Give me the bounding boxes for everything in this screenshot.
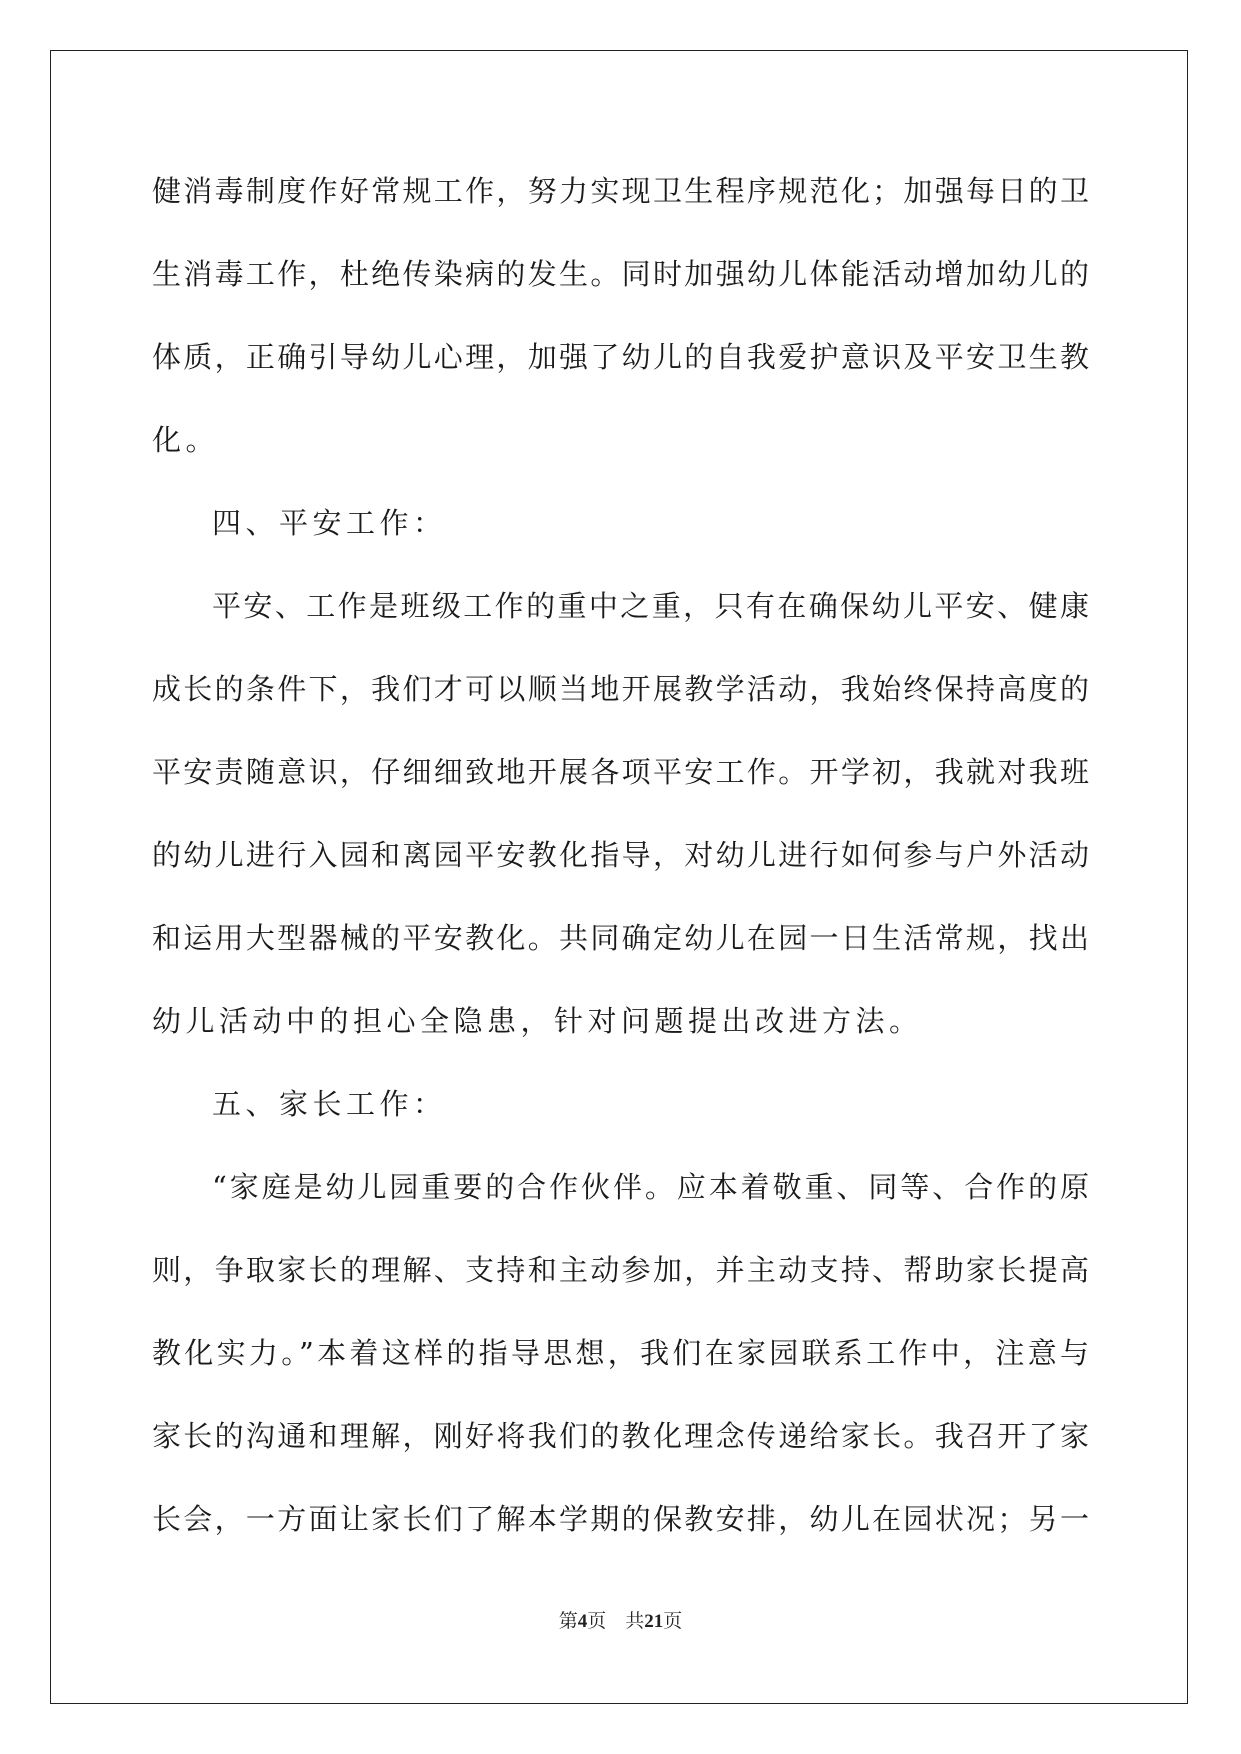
body-line: 长会，一方面让家长们了解本学期的保教安排，幼儿在园状况；另一: [152, 1502, 1089, 1536]
body-line: 教化实力。”本着这样的指导思想，我们在家园联系工作中，注意与: [152, 1336, 1089, 1370]
page-number: 4: [577, 1611, 588, 1632]
section-heading: 四、平安工作：: [212, 506, 447, 540]
body-line: 化。: [152, 423, 220, 457]
total-suffix: 页: [663, 1611, 683, 1632]
body-line: 则，争取家长的理解、支持和主动参加，并主动支持、帮助家长提高: [152, 1253, 1089, 1287]
body-line: 生消毒工作，杜绝传染病的发生。同时加强幼儿体能活动增加幼儿的: [152, 257, 1089, 291]
body-line: 幼儿活动中的担心全隐患，针对问题提出改进方法。: [152, 1004, 923, 1038]
body-line: “家庭是幼儿园重要的合作伙伴。应本着敬重、同等、合作的原: [212, 1170, 1089, 1204]
body-line: 的幼儿进行入园和离园平安教化指导，对幼儿进行如何参与户外活动: [152, 838, 1089, 872]
page-suffix: 页: [587, 1611, 607, 1632]
body-line: 家长的沟通和理解，刚好将我们的教化理念传递给家长。我召开了家: [152, 1419, 1089, 1453]
body-line: 和运用大型器械的平安教化。共同确定幼儿在园一日生活常规，找出: [152, 921, 1089, 955]
body-line: 平安、工作是班级工作的重中之重，只有在确保幼儿平安、健康: [212, 589, 1089, 623]
section-heading: 五、家长工作：: [212, 1087, 447, 1121]
page-prefix: 第: [558, 1611, 578, 1632]
document-body: [152, 164, 1089, 1575]
total-pages: 21: [644, 1611, 664, 1632]
body-line: 体质，正确引导幼儿心理，加强了幼儿的自我爱护意识及平安卫生教: [152, 340, 1089, 374]
body-line: 健消毒制度作好常规工作，努力实现卫生程序规范化；加强每日的卫: [152, 174, 1089, 208]
body-line: 成长的条件下，我们才可以顺当地开展教学活动，我始终保持高度的: [152, 672, 1089, 706]
page-footer: [0, 1606, 1241, 1633]
body-line: 平安责随意识，仔细细致地开展各项平安工作。开学初，我就对我班: [152, 755, 1089, 789]
total-prefix: 共: [625, 1611, 645, 1632]
